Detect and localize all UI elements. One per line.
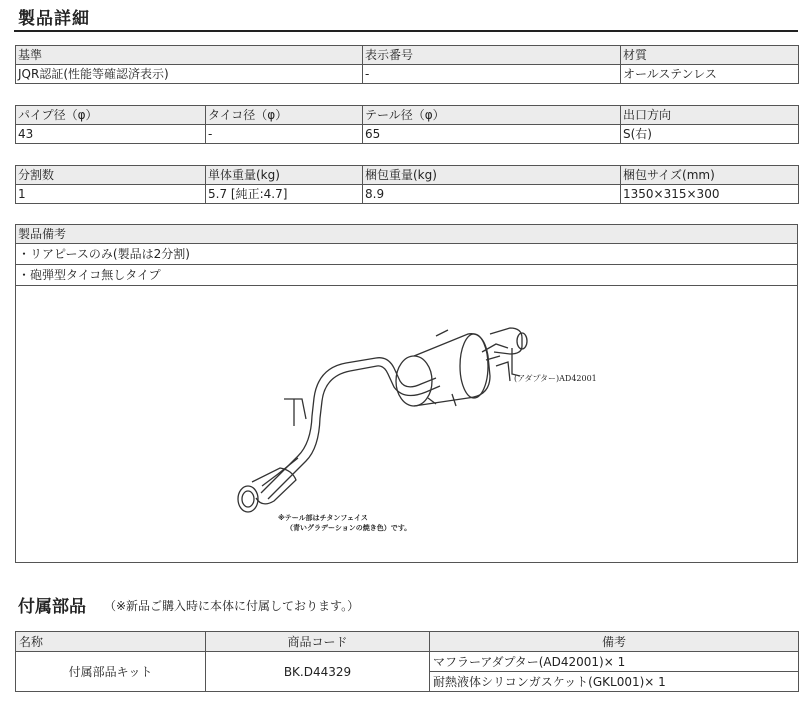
notes-line: ・砲弾型タイコ無しタイプ xyxy=(16,265,797,286)
notes-header: 製品備考 xyxy=(16,225,797,244)
value-package-size: 1350×315×300 xyxy=(621,185,799,204)
value-silencer-diameter: - xyxy=(206,125,363,144)
value-unit-weight: 5.7 [純正:4.7] xyxy=(206,185,363,204)
accessory-remark: 耐熱液体シリコンガスケット(GKL001)× 1 xyxy=(430,672,799,692)
notes-line: ・リアピースのみ(製品は2分割) xyxy=(16,244,797,265)
value-standard: JQR認証(性能等確認済表示) xyxy=(16,65,363,84)
header-exit-direction: 出口方向 xyxy=(621,106,799,125)
accessory-name: 付属部品キット xyxy=(16,652,206,692)
header-display-number: 表示番号 xyxy=(363,46,621,65)
value-material: オールステンレス xyxy=(621,65,799,84)
value-pieces: 1 xyxy=(16,185,206,204)
header-standard: 基準 xyxy=(16,46,363,65)
accessories-table xyxy=(15,631,799,692)
value-display-number: - xyxy=(363,65,621,84)
header-package-size: 梱包サイズ(mm) xyxy=(621,166,799,185)
adapter-label: (アダプター)AD42001 xyxy=(514,374,597,383)
title-divider xyxy=(14,30,798,32)
header-remarks: 備考 xyxy=(430,632,799,652)
value-package-weight: 8.9 xyxy=(363,185,621,204)
value-exit-direction: S(右) xyxy=(621,125,799,144)
accessory-remark: マフラーアダプター(AD42001)× 1 xyxy=(430,652,799,672)
header-silencer-diameter: タイコ径（φ） xyxy=(206,106,363,125)
tail-caption-line2: （青いグラデーションの焼き色）です。 xyxy=(286,524,412,532)
header-product-code: 商品コード xyxy=(206,632,430,652)
spec-table-dimensions xyxy=(15,105,799,144)
header-material: 材質 xyxy=(621,46,799,65)
tail-caption-line1: ※テール部はチタンフェイス xyxy=(278,514,368,522)
muffler-illustration xyxy=(16,286,797,562)
accessories-title: 付属部品 xyxy=(18,597,86,617)
header-package-weight: 梱包重量(kg) xyxy=(363,166,621,185)
product-notes xyxy=(15,224,798,563)
spec-table-weight xyxy=(15,165,799,204)
value-pipe-diameter: 43 xyxy=(16,125,206,144)
header-name: 名称 xyxy=(16,632,206,652)
header-tail-diameter: テール径（φ） xyxy=(363,106,621,125)
header-pieces: 分割数 xyxy=(16,166,206,185)
muffler-diagram xyxy=(16,286,797,562)
accessories-subtitle: （※新品ご購入時に本体に付属しております。） xyxy=(104,599,360,613)
header-pipe-diameter: パイプ径（φ） xyxy=(16,106,206,125)
page-title: 製品詳細 xyxy=(18,9,90,29)
header-unit-weight: 単体重量(kg) xyxy=(206,166,363,185)
spec-table-standard xyxy=(15,45,799,84)
accessory-code: BK.D44329 xyxy=(206,652,430,692)
value-tail-diameter: 65 xyxy=(363,125,621,144)
